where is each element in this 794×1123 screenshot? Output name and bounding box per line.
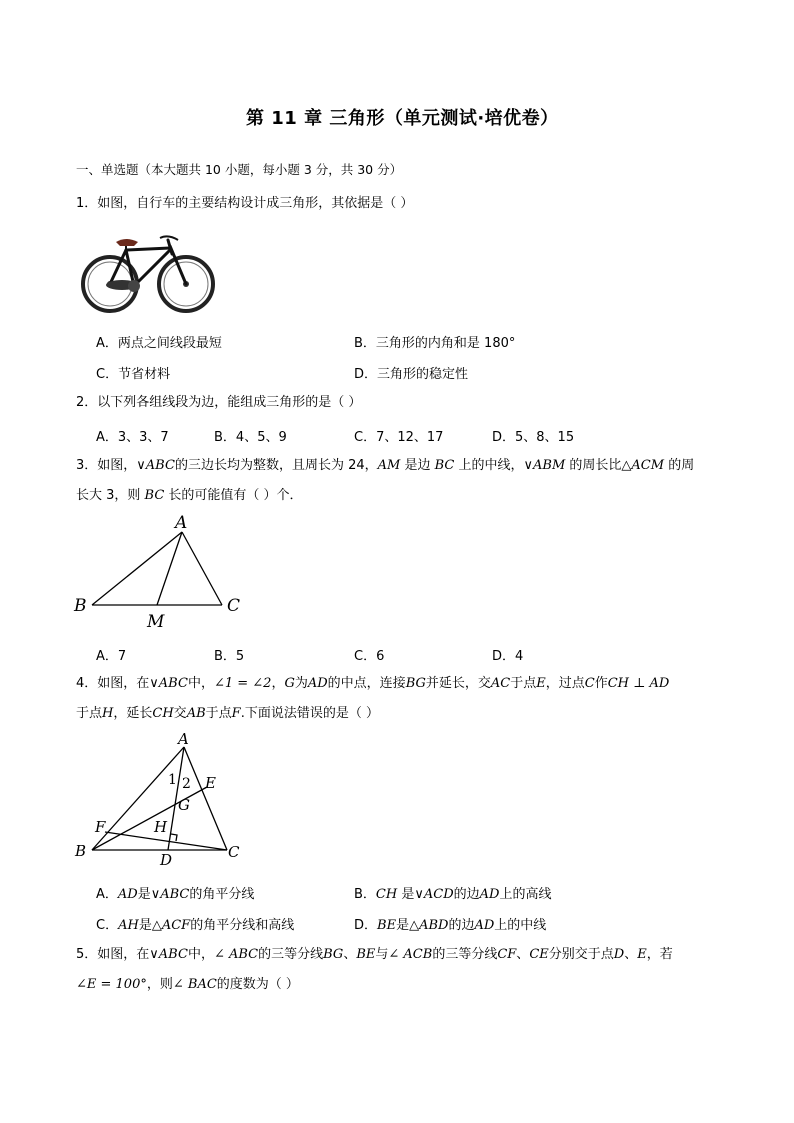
text: 上的高线 (499, 887, 552, 902)
section-heading: 一、单选题（本大题共 10 小题，每小题 3 分，共 30 分） (76, 162, 403, 177)
label-c: C (228, 843, 240, 861)
text: A． (96, 887, 118, 902)
label-b: B (75, 842, 87, 860)
math: AB (186, 706, 206, 721)
math: AH (118, 918, 139, 933)
math: E (637, 947, 647, 962)
text: 是 (397, 887, 415, 902)
text: 的周 (664, 458, 695, 473)
math: C (584, 676, 595, 691)
math: ∠ ABC (213, 947, 259, 962)
text: 于点 (205, 706, 232, 721)
question-4-line-2 (76, 704, 379, 724)
text: 的度数为（ ） (216, 977, 299, 992)
text: 、 (343, 947, 357, 962)
math: CE (529, 947, 549, 962)
q3-option-c: C．6 (354, 649, 385, 664)
text: ，延长 (113, 706, 153, 721)
math: AD (117, 887, 138, 902)
text: 的边 (448, 918, 475, 933)
q2-option-c: C．7、12、17 (354, 430, 444, 445)
math: ∨ABC (149, 676, 188, 691)
page-title: 第 11 章 三角形（单元测试·培优卷） (246, 108, 559, 129)
angle-1-label: 1 (168, 772, 177, 788)
q1-option-b: B．三角形的内角和是 180° (354, 336, 516, 351)
label-h: H (154, 818, 168, 836)
text: 是 (137, 887, 151, 902)
q3-option-a: A．7 (96, 649, 127, 664)
text: 交 (173, 706, 187, 721)
math: ∨ACD (414, 887, 454, 902)
text: 的三等分线 (258, 947, 324, 962)
math: BE (377, 918, 397, 933)
q1-option-d: D．三角形的稳定性 (354, 367, 469, 382)
math: △ACM (621, 458, 665, 473)
right-angle-mark (171, 834, 177, 841)
question-5-line-1 (76, 945, 673, 965)
text: ，则 (146, 977, 173, 992)
text: C． (96, 918, 119, 933)
question-3-line-2 (76, 486, 303, 506)
label-a: A (175, 513, 188, 533)
text: 、 (624, 947, 638, 962)
question-3-line-1 (76, 456, 694, 476)
question-1-stem: 1．如图，自行车的主要结构设计成三角形，其依据是（ ） (76, 196, 414, 211)
math: ∠ BAC (172, 977, 217, 992)
label-b: B (74, 596, 87, 616)
math: AD (307, 676, 328, 691)
math: ∨ABM (523, 458, 566, 473)
math: ∨ABC (150, 887, 190, 902)
q2-option-d: D．5、8、15 (492, 430, 575, 445)
question-5-line-2 (76, 975, 299, 995)
text: 的三边长均为整数，且周长为 24， (174, 458, 378, 473)
q3-option-b: B．5 (214, 649, 245, 664)
text: 长的可能值有（ ）个． (164, 488, 303, 503)
text: 为 (294, 676, 308, 691)
math: AM (377, 458, 401, 473)
text: 的角平分线 (189, 887, 255, 902)
math: H (102, 706, 114, 721)
label-d: D (160, 851, 173, 868)
text: 5．如图，在 (76, 947, 150, 962)
text: 并延长，交 (425, 676, 491, 691)
text: 上的中线 (494, 918, 547, 933)
text: D． (354, 918, 378, 933)
text: 的三等分线 (432, 947, 498, 962)
text: 作 (594, 676, 608, 691)
label-f: F (95, 818, 106, 836)
math: ∠1 = ∠2 (213, 676, 272, 691)
bicycle-image (74, 228, 220, 314)
segment-ac (184, 747, 227, 850)
label-m: M (147, 612, 165, 632)
label-g: G (178, 796, 190, 814)
text: ，过点 (545, 676, 585, 691)
q2-option-b: B．4、5、9 (214, 430, 287, 445)
text: 与 (375, 947, 389, 962)
math: BC (434, 458, 455, 473)
q4-triangle-figure (72, 732, 252, 868)
text: ，若 (646, 947, 673, 962)
math: CH (152, 706, 174, 721)
label-a: A (178, 732, 189, 748)
math: ∨ABC (136, 458, 175, 473)
math: AD (479, 887, 500, 902)
math: ∠ ACB (388, 947, 433, 962)
question-2-stem: 2．以下列各组线段为边，能组成三角形的是（ ） (76, 395, 362, 410)
text: .下面说法错误的是（ ） (240, 706, 379, 721)
q1-option-c: C．节省材料 (96, 367, 171, 382)
math: △ABD (409, 918, 449, 933)
text: 的中点，连接 (327, 676, 406, 691)
label-e: E (205, 774, 216, 792)
math: F (231, 706, 241, 721)
math: BC (144, 488, 165, 503)
q4-option-a (96, 883, 254, 902)
text: 4．如图，在 (76, 676, 150, 691)
math: CH (375, 887, 398, 902)
text: 于点 (76, 706, 103, 721)
math: AD (474, 918, 495, 933)
math: AC (490, 676, 511, 691)
math: E (536, 676, 546, 691)
math: ∨ABC (149, 947, 188, 962)
text: 长大 3，则 (76, 488, 145, 503)
q4-option-d (354, 914, 546, 933)
math: G (284, 676, 295, 691)
text: 上的中线， (454, 458, 524, 473)
math: △ACF (151, 918, 191, 933)
text: 是 (138, 918, 152, 933)
text: 、 (516, 947, 530, 962)
math: D (613, 947, 625, 962)
q4-option-b (354, 883, 551, 902)
text: ， (271, 676, 285, 691)
segment-ac (182, 532, 222, 605)
text: 分别交于点 (548, 947, 614, 962)
math: BE (356, 947, 376, 962)
q4-option-c (96, 914, 294, 933)
frame (110, 240, 186, 286)
text: 是 (396, 918, 410, 933)
text: 于点 (510, 676, 537, 691)
angle-2-label: 2 (182, 776, 191, 792)
q2-option-a: A．3、3、7 (96, 430, 169, 445)
question-4-line-1 (76, 674, 669, 694)
label-c: C (227, 596, 241, 616)
text: 是边 (400, 458, 435, 473)
text: B． (354, 887, 376, 902)
q3-option-d: D．4 (492, 649, 524, 664)
text: 中， (187, 676, 214, 691)
q1-option-a: A．两点之间线段最短 (96, 336, 222, 351)
segment-ab (92, 532, 182, 605)
text: 的周长比 (565, 458, 622, 473)
text: 中， (187, 947, 214, 962)
text: 的边 (453, 887, 480, 902)
math: BG (405, 676, 426, 691)
math: CH ⊥ AD (607, 676, 670, 691)
math: ∠E = 100° (76, 977, 147, 992)
chain-guard (106, 280, 140, 292)
text: 的角平分线和高线 (190, 918, 295, 933)
text: 3．如图， (76, 458, 137, 473)
math: CF (497, 947, 517, 962)
math: BG (323, 947, 344, 962)
q3-triangle-figure (70, 510, 250, 632)
